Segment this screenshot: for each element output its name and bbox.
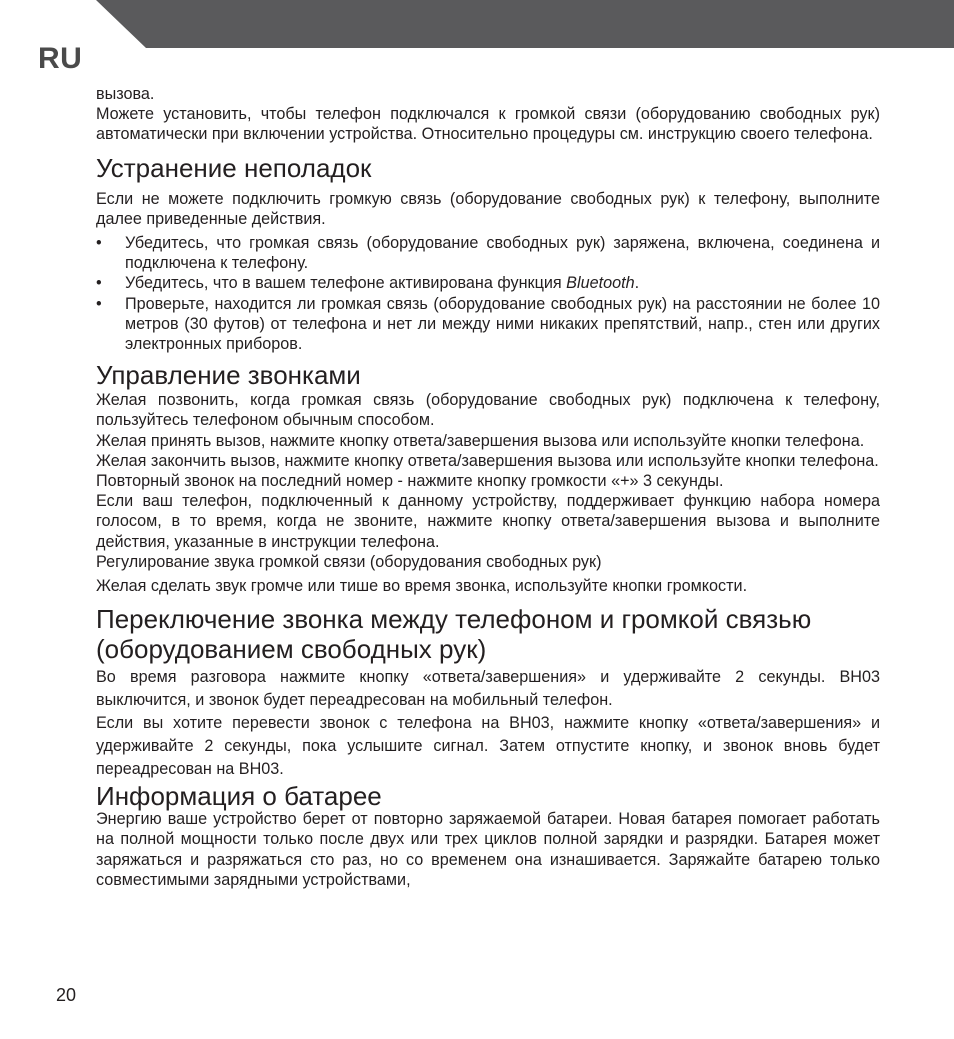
bullet-icon: • xyxy=(96,234,102,253)
header-band xyxy=(0,0,954,48)
section-title-switching: Переключение звонка между телефоном и громкой связью (оборудованием свободных рук) xyxy=(96,604,812,665)
page-number: 20 xyxy=(56,985,77,1005)
section-title-troubleshooting: Устранение неполадок xyxy=(96,152,372,183)
battery-paragraph: Энергию ваше устройство берет от повторно заряжаемой батареи. Новая батарея помогает работать на полной мощности только после двух или трех циклов полной зарядки и разрядки. Батарея может заряжаться и разряжаться сто раз, но со временем она изнашивается. Заряжайте батарею только совместимыми зарядными устройствами, xyxy=(96,810,880,889)
switching-paragraph: Если вы хотите перевести звонок с телефона на BH03, нажмите кнопку «ответа/завершения» и удерживайте 2 секунды, пока услышите сигнал. Затем отпустите кнопку, и звонок вновь будет переадресован на BH03. xyxy=(96,714,880,779)
calls-paragraph: Повторный звонок на последний номер - нажмите кнопку громкости «+» 3 секунды. xyxy=(96,472,724,491)
section-title-battery: Информация о батарее xyxy=(96,781,382,812)
intro-paragraph-2: Можете установить, чтобы телефон подключался к громкой связи (оборудованию свободных рук) автоматически при включении устройства. Относительно процедуры см. инструкцию своего телефона. xyxy=(96,105,880,144)
section-title-calls: Управление звонками xyxy=(96,360,361,391)
bullet-icon: • xyxy=(96,294,102,313)
calls-paragraph: Желая принять вызов, нажмите кнопку ответа/завершения вызова или используйте кнопки телефона. xyxy=(96,431,865,450)
language-label: RU xyxy=(38,42,83,75)
troubleshooting-intro: Если не можете подключить громкую связь (оборудование свободных рук) к телефону, выполните далее приведенные действия. xyxy=(96,189,880,228)
page-content xyxy=(96,84,880,890)
bullet-icon: • xyxy=(96,274,102,293)
list-item-text: Убедитесь, что громкая связь (оборудование свободных рук) заряжена, включена, соединена и подключена к телефону. xyxy=(125,234,880,273)
list-item xyxy=(96,294,880,355)
bluetooth-term: Bluetooth xyxy=(566,274,635,293)
calls-paragraph: Желая позвонить, когда громкая связь (оборудование свободных рук) подключена к телефону, пользуйтесь телефоном обычным способом. xyxy=(96,391,880,430)
list-item xyxy=(96,233,880,273)
calls-paragraph: Регулирование звука громкой связи (оборудования свободных рук) xyxy=(96,552,602,571)
list-item-text: Убедитесь, что в вашем телефоне активирована функция xyxy=(125,274,567,293)
calls-paragraph: Желая сделать звук громче или тише во время звонка, используйте кнопки громкости. xyxy=(96,577,748,596)
list-item-text: Проверьте, находится ли громкая связь (оборудование свободных рук) на расстоянии не более 10 метров (30 футов) от телефона и нет ли между ними никаких препятствий, напр., стен или других электронных приборов. xyxy=(125,294,880,354)
list-item xyxy=(96,273,880,293)
calls-paragraph: Желая закончить вызов, нажмите кнопку ответа/завершения вызова или используйте кнопки телефона. xyxy=(96,451,879,470)
list-item-suffix: . xyxy=(634,274,640,293)
intro-paragraph-1: вызова. xyxy=(96,85,155,103)
switching-paragraph: Во время разговора нажмите кнопку «ответа/завершения» и удерживайте 2 секунды. BH03 выключится, и звонок будет переадресован на мобильный телефон. xyxy=(96,668,880,710)
troubleshooting-list xyxy=(96,233,880,354)
calls-paragraph: Если ваш телефон, подключенный к данному устройству, поддерживает функцию набора номера голосом, в то время, когда не звоните, нажмите кнопку ответа/завершения вызова и выполните действия, указанные в инструкции телефона. xyxy=(96,492,880,551)
